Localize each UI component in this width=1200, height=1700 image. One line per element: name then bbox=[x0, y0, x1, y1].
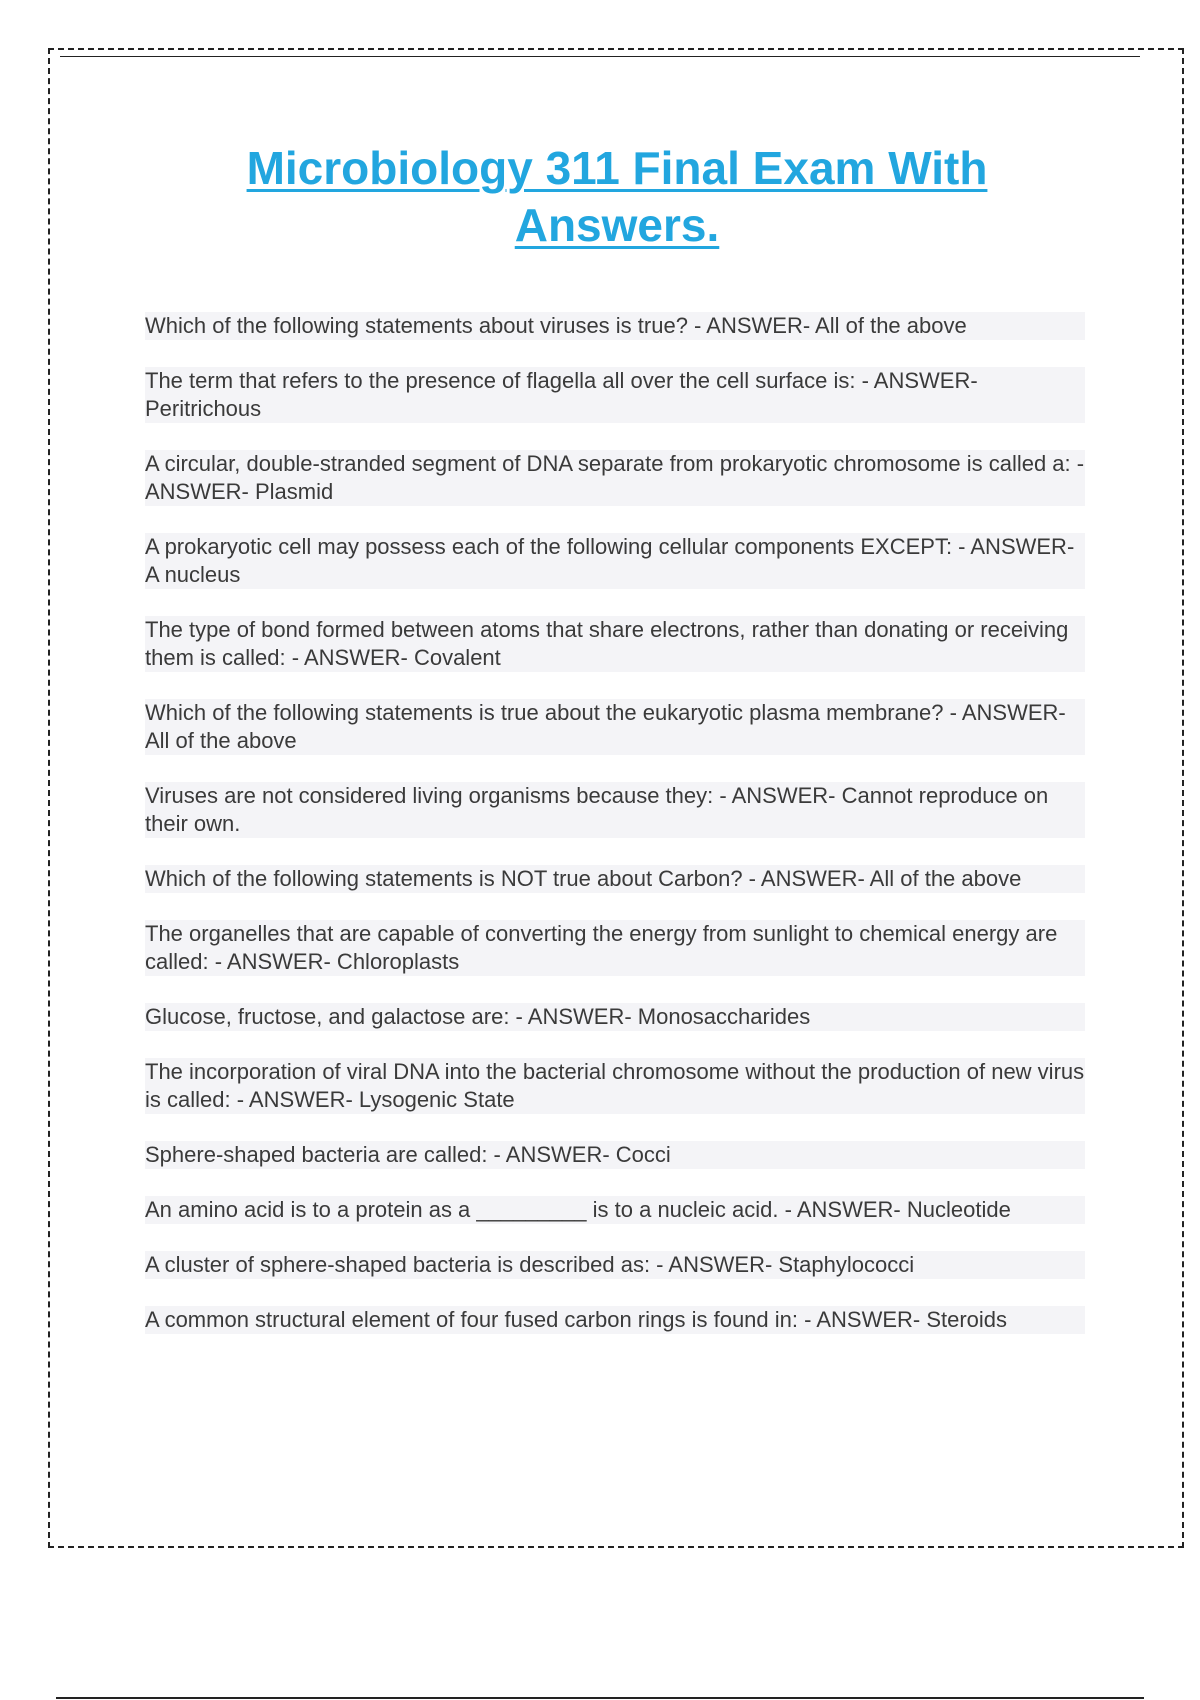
question-item: Which of the following statements is true about the eukaryotic plasma membrane? - ANSWER- All of the above bbox=[145, 699, 1085, 755]
document-title: Microbiology 311 Final Exam With Answers. bbox=[246, 142, 988, 251]
question-item: An amino acid is to a protein as a _________ is to a nucleic acid. - ANSWER- Nucleotide bbox=[145, 1196, 1085, 1224]
question-item: The organelles that are capable of converting the energy from sunlight to chemical energy are called: - ANSWER- Chloroplasts bbox=[145, 920, 1085, 976]
question-item: The type of bond formed between atoms that share electrons, rather than donating or receiving them is called: - ANSWER- Covalent bbox=[145, 616, 1085, 672]
question-item: Which of the following statements is NOT true about Carbon? - ANSWER- All of the above bbox=[145, 865, 1085, 893]
header-rule bbox=[60, 56, 1140, 57]
question-item: The incorporation of viral DNA into the bacterial chromosome without the production of new virus is called: - ANSWER- Lysogenic State bbox=[145, 1059, 1085, 1112]
footer-rule bbox=[56, 1697, 1144, 1699]
question-item: Glucose, fructose, and galactose are: - ANSWER- Monosaccharides bbox=[145, 1003, 1085, 1031]
question-item: The term that refers to the presence of flagella all over the cell surface is: - ANSWER- Peritrichous bbox=[145, 367, 1085, 423]
question-item: Viruses are not considered living organisms because they: - ANSWER- Cannot reproduce on their own. bbox=[145, 782, 1085, 838]
question-list bbox=[145, 312, 1085, 1361]
question-item: Sphere-shaped bacteria are called: - ANSWER- Cocci bbox=[145, 1141, 1085, 1169]
question-item: Which of the following statements about viruses is true? - ANSWER- All of the above bbox=[145, 312, 1085, 340]
question-item: A prokaryotic cell may possess each of the following cellular components EXCEPT: - ANSWER- A nucleus bbox=[145, 533, 1085, 589]
question-item: A circular, double-stranded segment of DNA separate from prokaryotic chromosome is called a: - ANSWER- Plasmid bbox=[145, 451, 1085, 504]
question-item: A cluster of sphere-shaped bacteria is described as: - ANSWER- Staphylococci bbox=[145, 1251, 1085, 1279]
question-item: A common structural element of four fused carbon rings is found in: - ANSWER- Steroids bbox=[145, 1306, 1085, 1334]
